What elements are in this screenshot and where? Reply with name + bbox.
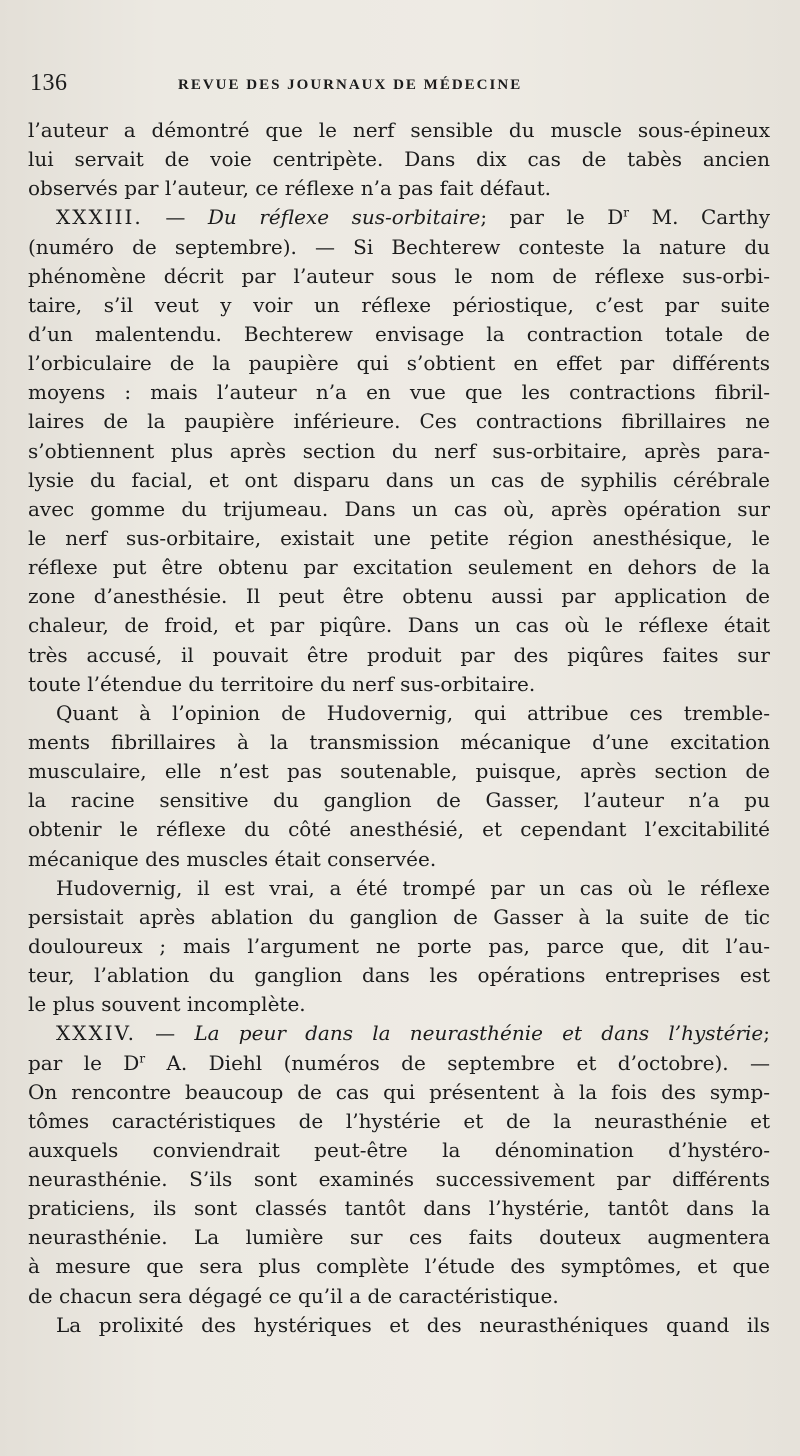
superscript: r bbox=[623, 205, 630, 220]
superscript: r bbox=[139, 1050, 146, 1065]
text-line: auxquels conviendrait peut-être la dénomination d’hystéro- bbox=[28, 1137, 770, 1162]
text-line: très accusé, il pouvait être produit par des piqûres faites sur bbox=[28, 642, 770, 667]
text-line: phénomène décrit par l’auteur sous le nom de réflexe sus-orbi- bbox=[28, 263, 770, 288]
author-prefix: ; par le D bbox=[480, 205, 624, 230]
text-line: (numéro de septembre). — Si Bechterew conteste la nature du bbox=[28, 234, 770, 259]
text-line: obtenir le réflexe du côté anesthésié, et cependant l’excitabilité bbox=[28, 817, 770, 842]
text-line: lui servait de voie centripète. Dans dix cas de tabès ancien bbox=[28, 147, 770, 172]
text-line: réflexe put être obtenu par excitation seulement en dehors de la bbox=[28, 555, 770, 580]
body-text bbox=[28, 116, 770, 1340]
text-line: chaleur, de froid, et par piqûre. Dans un cas où le réflexe était bbox=[28, 613, 770, 638]
text-line: douloureux ; mais l’argument ne porte pas, parce que, dit l’au- bbox=[28, 933, 770, 958]
text-line: de chacun sera dégagé ce qu’il a de caractéristique. bbox=[28, 1283, 559, 1308]
author-line bbox=[28, 1049, 770, 1078]
text-line: lysie du facial, et ont disparu dans un cas de syphilis cérébrale bbox=[28, 467, 770, 492]
text-line: l’auteur a démontré que le nerf sensible du muscle sous-épineux bbox=[28, 118, 770, 142]
text-line: s’obtiennent plus après section du nerf sus-orbitaire, après para- bbox=[28, 438, 770, 463]
author-name: A. Diehl (numéros de septembre et d’octobre). — bbox=[145, 1050, 770, 1075]
text-line: moyens : mais l’auteur n’a en vue que les contractions fibril- bbox=[28, 380, 770, 405]
text-line: laires de la paupière inférieure. Ces contractions fibrillaires ne bbox=[28, 409, 770, 434]
text-line: La prolixité des hystériques et des neurasthéniques quand ils bbox=[56, 1312, 770, 1337]
section-number: XXXIII. bbox=[56, 205, 143, 230]
page-header bbox=[30, 70, 772, 104]
author-name: M. Carthy bbox=[629, 205, 770, 230]
text-line: observés par l’auteur, ce réflexe n’a pas fait défaut. bbox=[28, 176, 551, 201]
title-punctuation: ; bbox=[763, 1021, 770, 1046]
author-prefix: par le D bbox=[28, 1050, 140, 1075]
text-line: tômes caractéristiques de l’hystérie et de la neurasthénie et bbox=[28, 1108, 770, 1133]
text-line: praticiens, ils sont classés tantôt dans l’hystérie, tantôt dans la bbox=[28, 1196, 770, 1221]
text-line: neurasthénie. La lumière sur ces faits douteux augmentera bbox=[28, 1225, 770, 1250]
text-line: toute l’étendue du territoire du nerf sus-orbitaire. bbox=[28, 671, 536, 696]
text-line: neurasthénie. S’ils sont examinés successivement par différents bbox=[28, 1167, 770, 1192]
text-line: avec gomme du trijumeau. Dans un cas où, après opération sur bbox=[28, 496, 770, 521]
text-line: à mesure que sera plus complète l’étude des symptômes, et que bbox=[28, 1254, 770, 1279]
text-line: persistait après ablation du ganglion de Gasser à la suite de tic bbox=[28, 904, 770, 929]
section-heading-xxxiv bbox=[28, 1019, 770, 1048]
text-line: le plus souvent incomplète. bbox=[28, 992, 306, 1017]
em-dash: — bbox=[135, 1021, 195, 1046]
text-line: Quant à l’opinion de Hudovernig, qui attribue ces tremble- bbox=[56, 700, 770, 725]
page-number: 136 bbox=[30, 70, 68, 96]
text-line: ments fibrillaires à la transmission mécanique d’une excitation bbox=[28, 729, 770, 754]
text-line: le nerf sus-orbitaire, existait une petite région anesthésique, le bbox=[28, 525, 770, 550]
section-number: XXXIV. bbox=[56, 1021, 136, 1046]
text-line: l’orbiculaire de la paupière qui s’obtient en effet par différents bbox=[28, 351, 770, 376]
em-dash: — bbox=[142, 205, 208, 230]
text-line: musculaire, elle n’est pas soutenable, puisque, après section de bbox=[28, 759, 770, 784]
article-title: Du réflexe sus-orbitaire bbox=[207, 205, 481, 230]
text-line: mécanique des muscles était conservée. bbox=[28, 846, 437, 871]
text-line: On rencontre beaucoup de cas qui présentent à la fois des symp- bbox=[28, 1079, 770, 1104]
section-heading-xxxiii bbox=[28, 203, 770, 232]
running-title: REVUE DES JOURNAUX DE MÉDECINE bbox=[178, 77, 523, 93]
text-line: teur, l’ablation du ganglion dans les opérations entreprises est bbox=[28, 963, 770, 988]
text-line: taire, s’il veut y voir un réflexe périostique, c’est par suite bbox=[28, 292, 770, 317]
text-line: la racine sensitive du ganglion de Gasser, l’auteur n’a pu bbox=[28, 788, 770, 813]
text-line: d’un malentendu. Bechterew envisage la contraction totale de bbox=[28, 321, 770, 346]
text-line: Hudovernig, il est vrai, a été trompé par un cas où le réflexe bbox=[56, 875, 770, 900]
article-title: La peur dans la neurasthénie et dans l’hystérie bbox=[194, 1021, 764, 1046]
text-line: zone d’anesthésie. Il peut être obtenu aussi par application de bbox=[28, 584, 770, 609]
